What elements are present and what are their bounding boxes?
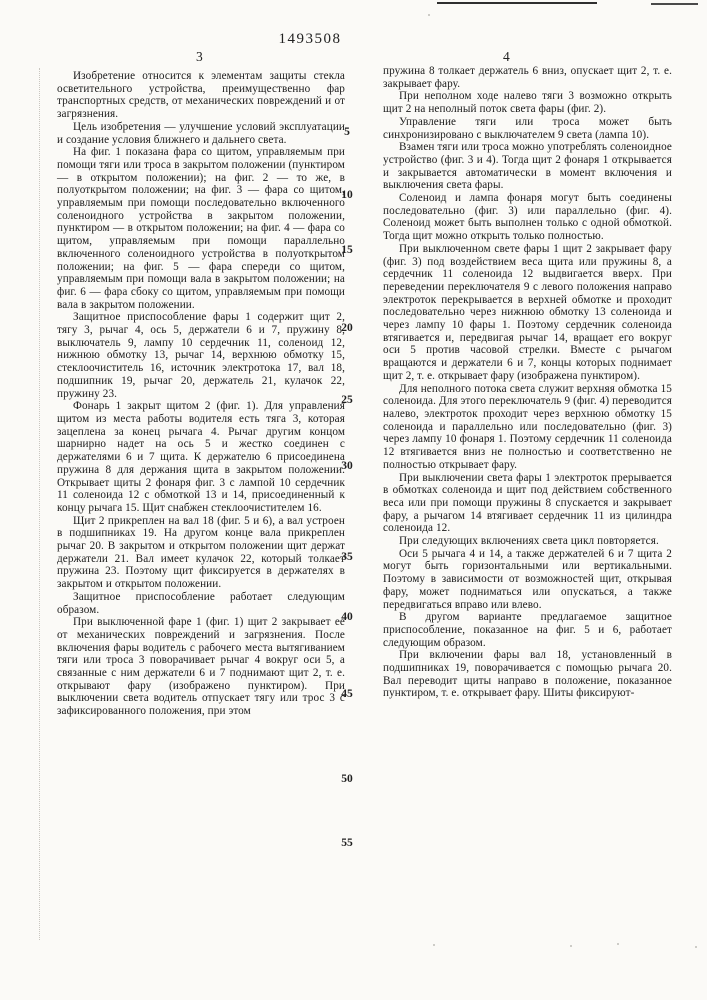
line-number-marker: 30 xyxy=(341,460,353,472)
patent-number: 1493508 xyxy=(278,31,342,47)
paragraph: На фиг. 1 показана фара со щитом, управляемым при помощи тяги или троса в закрытом положении (пунктиром — в открытом положении); на фиг. 2 — то же, в полуоткрытом положении; на фиг. 3 — фара со щитом, управляемым при помощи последовательно включенного соленоидного устройства в закрытом положении, пунктиром — в открытом положении; на фиг. 4 — фара со щитом, управляемым при помощи параллельно включенного соленоидного устройства в полуоткрытом положении; на фиг. 5 — фара спереди со щитом, управляемым при помощи вала в закрытом положении; на фиг. 6 — фара сбоку со щитом, управляемым при помощи вала в закрытом положении. xyxy=(57,146,345,311)
line-number-marker: 15 xyxy=(341,244,353,256)
paragraph: При выключенной фаре 1 (фиг. 1) щит 2 закрывает ее от механических повреждений и загрязнения. После включения фары водитель с рабочего места вытягиванием тяги или троса 3 поворачивает рычаг 4 вокруг оси 5, а связанные с ним держатели 6 и 7 поднимают щит 2, т. е. открывают фару (изображено пунктиром). При выключении света водитель отпускает тягу или трос 3 с зафиксированного положения, при этом xyxy=(57,616,345,718)
text-column-right xyxy=(383,65,672,700)
paragraph: Оси 5 рычага 4 и 14, а также держателей 6 и 7 щита 2 могут быть горизонтальными или вертикальными. Поэтому в зависимости от возможностей щит, открывая фару, может подниматься или опускаться, а также передвигаться вправо или влево. xyxy=(383,547,672,611)
paragraph: Управление тяги или троса может быть синхронизировано с выключателем 9 света (лампа 10). xyxy=(383,115,672,141)
line-number-marker: 35 xyxy=(341,551,353,563)
paragraph: Защитное приспособление работает следующим образом. xyxy=(57,590,345,616)
line-number-marker: 5 xyxy=(344,126,350,138)
paragraph: Щит 2 прикреплен на вал 18 (фиг. 5 и 6), а вал устроен в подшипниках 19. На другом конце вала прикреплен рычаг 20. В закрытом и открытом положении щит держат держатели 21. Вал имеет кулачок 22, который толкает пружина 23. Поэтому щит фиксируется в держателях в закрытом и открытом положении. xyxy=(57,514,345,591)
scan-speck xyxy=(617,943,619,945)
scan-edge-rule xyxy=(437,2,597,4)
paragraph: При включении фары вал 18, установленный в подшипниках 19, поворачивается с помощью рычага 20. Вал переводит щиты направо в положение, показанное пунктиром, т. е. открывает фару. Шиты фиксируют- xyxy=(383,649,672,700)
scan-speck xyxy=(433,944,435,946)
scan-speck xyxy=(570,945,572,947)
page-number-right: 4 xyxy=(503,49,510,64)
line-number-marker: 55 xyxy=(341,837,353,849)
line-number-marker: 50 xyxy=(341,773,353,785)
paragraph: Для неполного потока света служит верхняя обмотка 15 соленоида. Для этого переключатель 9 (фиг. 4) переводится налево, электроток проходит через верхнюю обмотку 15 соленоида и параллельно или последовательно (фиг. 3) через лампу 10 фонаря 1. Поэтому сердечник 11 соленоида 12 втягивается вниз не полностью и соответственно не полностью открывает фару. xyxy=(383,382,672,471)
line-number-marker: 45 xyxy=(341,688,353,700)
paragraph: При выключении света фары 1 электроток прерывается в обмотках соленоида и щит под действием собственного веса или при помощи пружины 8 спускается и закрывает фару, а рычагом 14 втягивает сердечник 11 из цилиндра соленоида 12. xyxy=(383,471,672,535)
text-column-left xyxy=(57,70,345,718)
scan-speck xyxy=(428,14,430,16)
paragraph: Соленоид и лампа фонаря могут быть соединены последовательно (фиг. 3) или параллельно (фиг. 4). Соленоид может быть выполнен только с одной обмоткой. Тогда щит можно открыть только полностью. xyxy=(383,192,672,243)
line-number-marker: 40 xyxy=(341,611,353,623)
page-number-left: 3 xyxy=(196,49,203,64)
line-number-marker: 25 xyxy=(341,394,353,406)
paragraph: пружина 8 толкает держатель 6 вниз, опускает щит 2, т. е. закрывает фару. xyxy=(383,65,672,90)
paragraph: В другом варианте предлагаемое защитное приспособление, показанное на фиг. 5 и 6, работает следующим образом. xyxy=(383,611,672,649)
paragraph: Фонарь 1 закрыт щитом 2 (фиг. 1). Для управления щитом из места работы водителя есть тяга 3, которая зацеплена за конец рычага 4. Рычаг другим концом шарнирно надет на ось 5 и жестко соединен с держателями 6 и 7 щита. К держателю 6 присоединена пружина 8 для держания щита в закрытом положении. Открывает щиты 2 фонаря фиг. 3 с лампой 10 сердечник 11 соленоида 12 с обмоткой 13 и 14, присоединенный к концу рычага 15. Щит снабжен стеклоочистителем 16. xyxy=(57,400,345,514)
paragraph: При выключенном свете фары 1 щит 2 закрывает фару (фиг. 3) под воздействием веса щита или пружины 8, а сердечник 11 соленоида 12 выдвигается вверх. При переведении переключателя 9 с левого положения направо электроток перекрывается в верхней обмотке и проходит последовательно через нижнюю обмотку 13 соленоида и через лампу 10 фары 1. Поэтому сердечник соленоида втягивается и, передвигая рычаг 14, вращает его вокруг оси 5 против часовой стрелки. Вместе с рычагом вращаются и держатели 6 и 7, концы которых поднимает щит 2, т. е. открывает фару (изображена пунктиром). xyxy=(383,242,672,382)
scan-speck xyxy=(695,946,697,948)
line-number-marker: 10 xyxy=(341,189,353,201)
paragraph: Цель изобретения — улучшение условий эксплуатации и создание условия ближнего и дальнего света. xyxy=(57,120,345,146)
paragraph: При неполном ходе налево тяги 3 возможно открыть щит 2 на неполный поток света фары (фиг. 2). xyxy=(383,90,672,116)
paragraph: Защитное приспособление фары 1 содержит щит 2, тягу 3, рычаг 4, ось 5, держатели 6 и 7, пружину 8, выключатель 9, лампу 10 сердечник 11, соленоид 12, нижнюю обмотку 13, рычаг 14, верхнюю обмотку 15, стеклоочиститель 16, источник электротока 17, вал 18, подшипник 19, рычаг 20, держатель 21, кулачок 22, пружину 23. xyxy=(57,311,345,400)
line-number-marker: 20 xyxy=(341,322,353,334)
left-margin-fold-line xyxy=(39,68,40,940)
paragraph: Изобретение относится к элементам защиты стекла осветительного устройства, преимущественно фар транспортных средств, от механических повреждений и от загрязнения. xyxy=(57,70,345,121)
scan-edge-rule-dash xyxy=(651,3,698,5)
paragraph: Взамен тяги или троса можно употреблять соленоидное устройство (фиг. 3 и 4). Тогда щит 2 фонаря 1 открывается и закрывается автоматически в момент включения и выключения света фары. xyxy=(383,141,672,192)
paragraph: При следующих включениях света цикл повторяется. xyxy=(399,535,659,548)
